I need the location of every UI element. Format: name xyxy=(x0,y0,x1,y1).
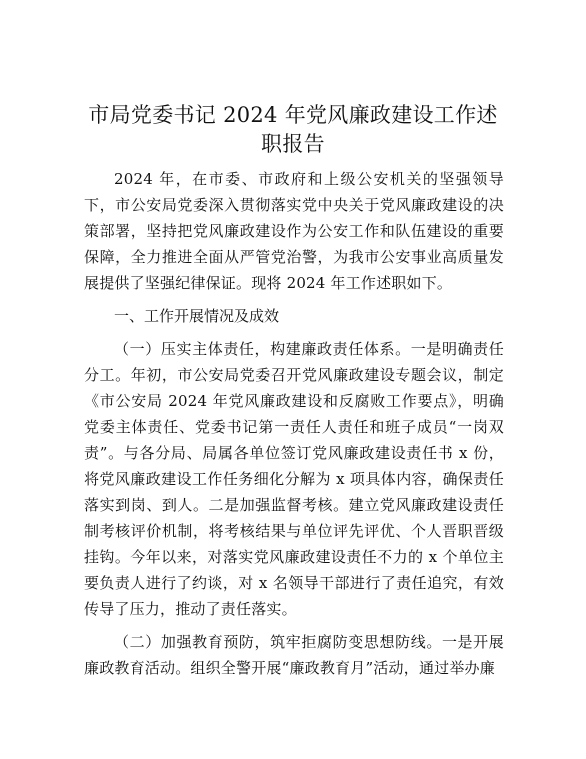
intro-paragraph: 2024 年，在市委、市政府和上级公安机关的坚强领导下，市公安局党委深入贯彻落实党中央关于党风廉政建设的决策部署，坚持把党风廉政建设作为公安工作和队伍建设的重要保障，全力推进全面从严管党治警，为我市公安事业高质量发展提供了坚强纪律保证。现将 2024 年工作述职如下。 xyxy=(84,170,504,292)
document-body xyxy=(84,166,504,688)
section-heading: 一、工作开展情况及成效 xyxy=(114,307,280,325)
document-title: 市局党委书记 2024 年党风廉政建设工作述职报告 xyxy=(88,103,498,156)
paragraph-item-2: （二）加强教育预防，筑牢拒腐防变思想防线。一是开展廉政教育活动。组织全警开展“廉政教育月”活动，通过举办廉 xyxy=(84,633,504,677)
paragraph-item-1: （一）压实主体责任，构建廉政责任体系。一是明确责任分工。年初，市公安局党委召开党风廉政建设专题会议，制定《市公安局 2024 年党风廉政建设和反腐败工作要点》，明确党委主体责任、党委书记第一责任人责任和班子成员“一岗双责”。与各分局、局属各单位签订党风廉政建设责任书 x 份，将党风廉政建设工作任务细化分解为 x 项具体内容，确保责任落实到岗、到人。二是加强监督考核。建立党风廉政建设责任制考核评价机制，将考核结果与单位评先评优、个人晋职晋级挂钩。今年以来，对落实党风廉政建设责任不力的 x 个单位主要负责人进行了约谈，对 x 名领导干部进行了责任追究，有效传导了压力，推动了责任落实。 xyxy=(84,340,504,618)
